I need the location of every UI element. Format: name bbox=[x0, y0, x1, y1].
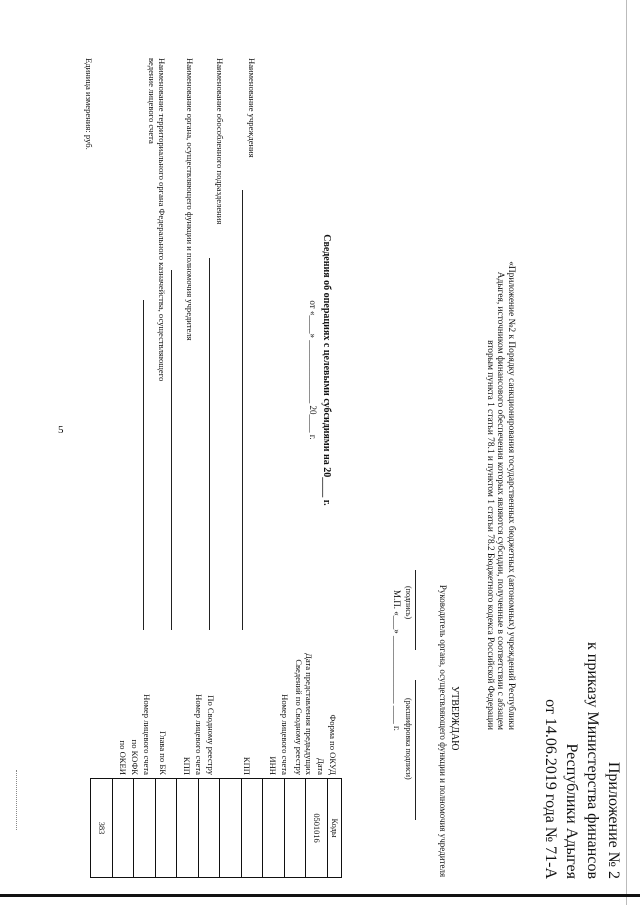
code-kofk[interactable] bbox=[113, 779, 135, 878]
code-glava[interactable] bbox=[134, 779, 156, 878]
code-kpp-1[interactable] bbox=[199, 779, 221, 878]
label-prev-date-2: Сведений по Сводному реестру bbox=[294, 659, 304, 775]
label-kpp-2: КПП bbox=[182, 756, 192, 775]
institution-line bbox=[242, 190, 243, 630]
label-inn: ИНН bbox=[268, 756, 278, 775]
decode-line bbox=[415, 680, 416, 820]
label-unit: Единица измерения: руб. bbox=[84, 58, 94, 150]
code-okud: 0501016 bbox=[306, 779, 328, 878]
signature-caption: (подпись) bbox=[404, 586, 413, 620]
treasury-line bbox=[143, 300, 144, 630]
annex-text: «Приложение №2 к Порядку санкционирования государственных бюджетных (автономных) учреждений Республики Адыгея, источником финансового обеспечения которых являются субсидии, полученные в соответствии с абзацем вторым пункта 1 статьи 78.1 и пунктом 1 статьи 78.2 Бюджетного кодекса Российской Федерации bbox=[484, 261, 516, 730]
label-reg: По Сводному реестру bbox=[206, 695, 216, 775]
scan-dots bbox=[16, 770, 19, 830]
approve-title: УТВЕРЖДАЮ bbox=[449, 686, 460, 751]
label-kpp-1: КПП bbox=[242, 756, 252, 775]
header-line-4: от 14.06.2019 года № 71-А bbox=[542, 699, 559, 879]
branch-line bbox=[209, 258, 210, 630]
header-line-3: Республики Адыгея bbox=[563, 743, 580, 879]
header-line-2: к приказу Министерства финансов bbox=[584, 642, 601, 879]
decode-caption: (расшифровка подписи) bbox=[404, 698, 413, 780]
form-subtitle: от «____» ______________ 20____ г. bbox=[308, 300, 318, 440]
signature-line bbox=[415, 570, 416, 650]
label-kofk: по КОФК bbox=[130, 739, 140, 775]
header-line-1: Приложение № 2 bbox=[605, 761, 622, 879]
label-okud: Форма по ОКУД bbox=[328, 714, 338, 775]
label-founder: Наименование органа, осуществляющего функции и полномочия учредителя bbox=[185, 58, 195, 341]
label-treasury: Наименование территориального органа Федерального казначейства, осуществляющего ведение лицевого счета bbox=[147, 58, 167, 382]
label-okei: по ОКЕИ bbox=[118, 740, 128, 775]
code-inn[interactable] bbox=[220, 779, 242, 878]
approve-text: Руководитель органа, осуществляющего функции и полномочия учредителя bbox=[438, 584, 448, 878]
label-glava: Глава по БК bbox=[158, 730, 168, 775]
code-prev-date[interactable] bbox=[263, 779, 285, 878]
founder-line bbox=[171, 270, 172, 630]
label-account: Номер лицевого счета bbox=[280, 694, 290, 775]
approve-date-line: М.П. «___» _______________ ____ г. bbox=[392, 590, 402, 731]
order-header bbox=[540, 642, 624, 879]
label-date: Дата bbox=[316, 757, 326, 775]
code-account-2[interactable] bbox=[156, 779, 178, 878]
rotated-form-sheet bbox=[62, 0, 628, 905]
label-account-2: Номер лицевого счета bbox=[194, 694, 204, 775]
form-title: Сведения об операциях с целевыми субсидиями на 20____ г. bbox=[321, 234, 332, 506]
code-okei: 383 bbox=[91, 779, 113, 878]
page-number: 5 bbox=[58, 424, 64, 436]
codes-header: Коды bbox=[328, 779, 342, 878]
code-reg[interactable] bbox=[177, 779, 199, 878]
label-prev-date: Дата представления предыдущих bbox=[304, 652, 314, 775]
code-date[interactable] bbox=[285, 779, 307, 878]
label-institution: Наименование учреждения bbox=[247, 58, 257, 158]
label-branch: Наименование обособленного подразделения bbox=[215, 58, 225, 225]
code-account[interactable] bbox=[242, 779, 264, 878]
label-account-3: Номер лицевого счета bbox=[142, 694, 152, 775]
codes-table bbox=[91, 778, 343, 878]
